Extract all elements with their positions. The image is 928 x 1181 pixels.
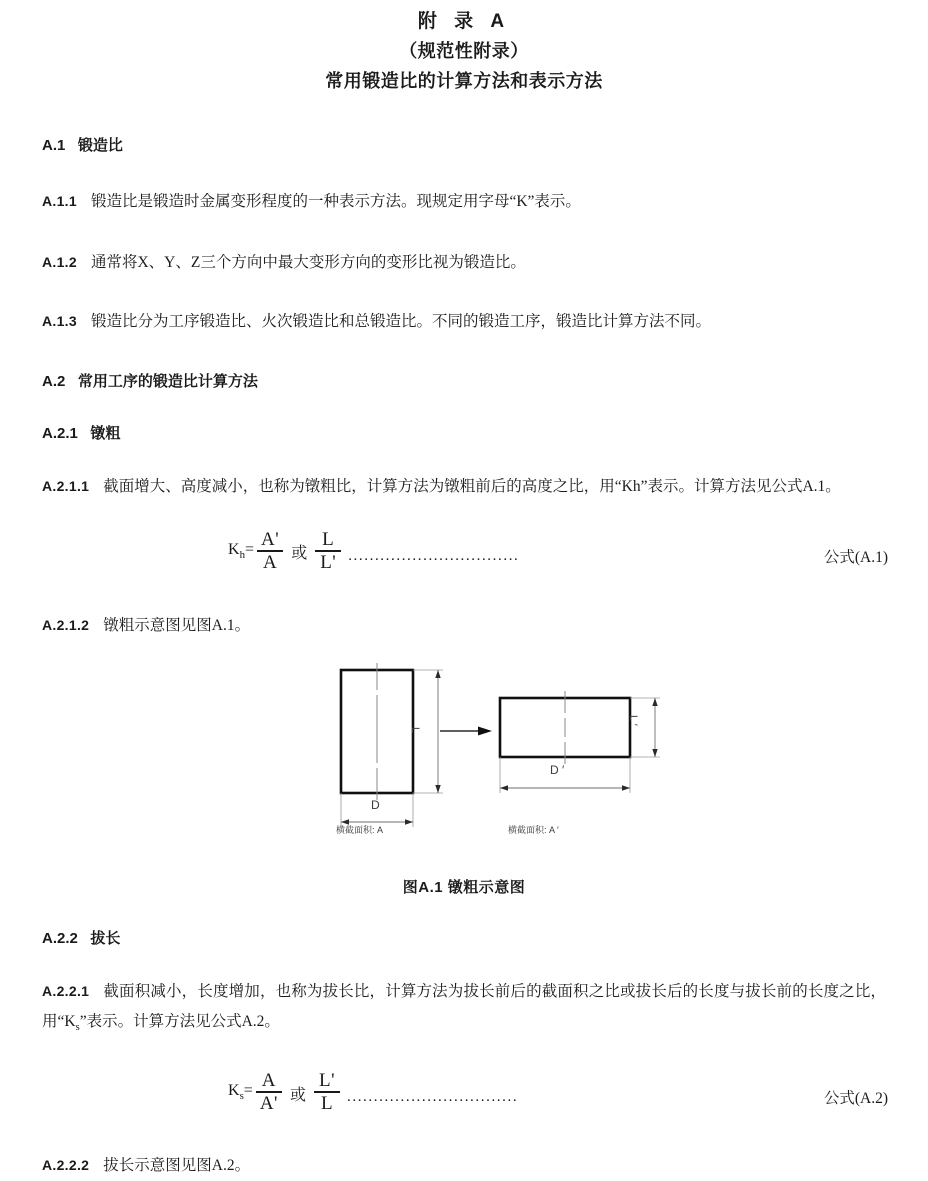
heading-a1: A.1 锻造比	[42, 137, 123, 154]
title-block	[0, 0, 928, 96]
formula-a1-or: 或	[291, 545, 308, 563]
heading-a2-1: A.2.1 镦粗	[42, 425, 121, 442]
before-area-label: 横截面积: A	[336, 825, 384, 835]
heading-a2-2: A.2.2 拔长	[42, 930, 121, 947]
clause-number-a112: A.1.2	[42, 254, 77, 270]
formula-a1-tag: 公式(A.1)	[823, 548, 888, 566]
after-height-label: L ′	[627, 715, 639, 726]
paragraph-a1-3	[42, 306, 886, 337]
clause-text-a111: 锻造比是锻造时金属变形程度的一种表示方法。现规定用字母“K”表示。	[90, 193, 581, 210]
clause-number-a111: A.1.1	[42, 193, 77, 209]
formula-a2-lhs: $K_s=$	[228, 1081, 253, 1103]
document-main-title: 常用锻造比的计算方法和表示方法	[325, 71, 603, 91]
formula-a1	[0, 520, 928, 582]
paragraph-a2-1-1	[42, 471, 886, 502]
normative-subtitle: （规范性附录）	[399, 41, 529, 61]
denominator: A'	[259, 1092, 278, 1114]
numerator: A	[261, 1070, 277, 1092]
formula-a1-leader-dots: ................................	[348, 547, 520, 564]
dim-arrow-down	[652, 749, 657, 757]
formula-a2	[0, 1061, 928, 1123]
formula-a1-fraction-2	[315, 529, 341, 572]
dim-arrow-up	[652, 698, 657, 706]
clause-number-a2222: A.2.2.2	[42, 1157, 90, 1174]
dim-arrow-down	[435, 785, 440, 793]
clause-number-a2111: A.2.1.1	[42, 478, 90, 494]
dim-arrow-right	[405, 819, 413, 824]
dim-arrow-up	[435, 670, 440, 678]
clause-text-a2222: 拔长示意图见图A.2。	[103, 1157, 251, 1175]
denominator: L'	[320, 551, 337, 573]
paragraph-a1-2	[42, 247, 886, 278]
paragraph-a2-1-2	[42, 610, 886, 641]
clause-number-a2211: A.2.2.1	[42, 983, 90, 999]
figure-a1-drawing	[0, 655, 928, 870]
formula-a1-lhs: $K_h=$	[228, 540, 255, 562]
heading-a2: A.2 常用工序的锻造比计算方法	[42, 373, 258, 390]
denominator: A	[262, 551, 278, 573]
clause-number-a2112: A.2.1.2	[42, 617, 90, 633]
clause-number-a113: A.1.3	[42, 313, 77, 329]
formula-a2-leader-dots: ................................	[347, 1088, 519, 1105]
figure-a1-caption: 图A.1 镦粗示意图	[402, 879, 526, 896]
formula-a2-fraction-2	[314, 1070, 340, 1113]
after-width-label: D ′	[550, 763, 565, 777]
formula-a2-tag: 公式(A.2)	[823, 1089, 888, 1107]
before-width-label: D	[371, 798, 380, 812]
after-area-label: 横截面积: A ′	[508, 825, 559, 835]
numerator: L	[322, 529, 335, 551]
formula-a2-fraction-1	[256, 1070, 282, 1113]
transform-arrow-head	[478, 727, 492, 736]
appendix-title: 附 录 A	[417, 11, 511, 32]
denominator: L	[320, 1092, 334, 1114]
paragraph-a2-2-1	[42, 976, 886, 1043]
paragraph-a1-1	[42, 186, 886, 217]
numerator: A'	[261, 529, 280, 551]
formula-a1-fraction-1	[257, 529, 283, 572]
clause-text-a2211-subscript: s	[75, 1022, 80, 1034]
clause-text-a113: 锻造比分为工序锻造比、火次锻造比和总锻造比。不同的锻造工序，锻造比计算方法不同。	[90, 313, 711, 330]
dim-arrow-left	[500, 785, 508, 790]
clause-text-a2211-tail: ”表示。计算方法见公式A.2。	[79, 1013, 280, 1030]
clause-text-a112: 通常将X、Y、Z三个方向中最大变形方向的变形比视为锻造比。	[90, 254, 526, 271]
clause-text-a2211-lead: 截面积减小，长度增加，也称为拔长比，计算方法为拔长前后的截面积之比或拔长后的长度与拔长前的长度之比，用“K	[42, 983, 886, 1030]
before-height-label: L	[409, 727, 421, 734]
formula-a2-or: 或	[289, 1086, 306, 1104]
clause-text-a2112: 镦粗示意图见图A.1。	[103, 617, 251, 634]
paragraph-a2-2-2	[42, 1150, 886, 1181]
figure-a1	[0, 655, 928, 870]
dim-arrow-right	[622, 785, 630, 790]
clause-text-a2111: 截面增大、高度减小，也称为镦粗比，计算方法为镦粗前后的高度之比，用“Kh”表示。计算方法见公式A.1。	[103, 478, 841, 495]
numerator: L'	[318, 1070, 336, 1092]
